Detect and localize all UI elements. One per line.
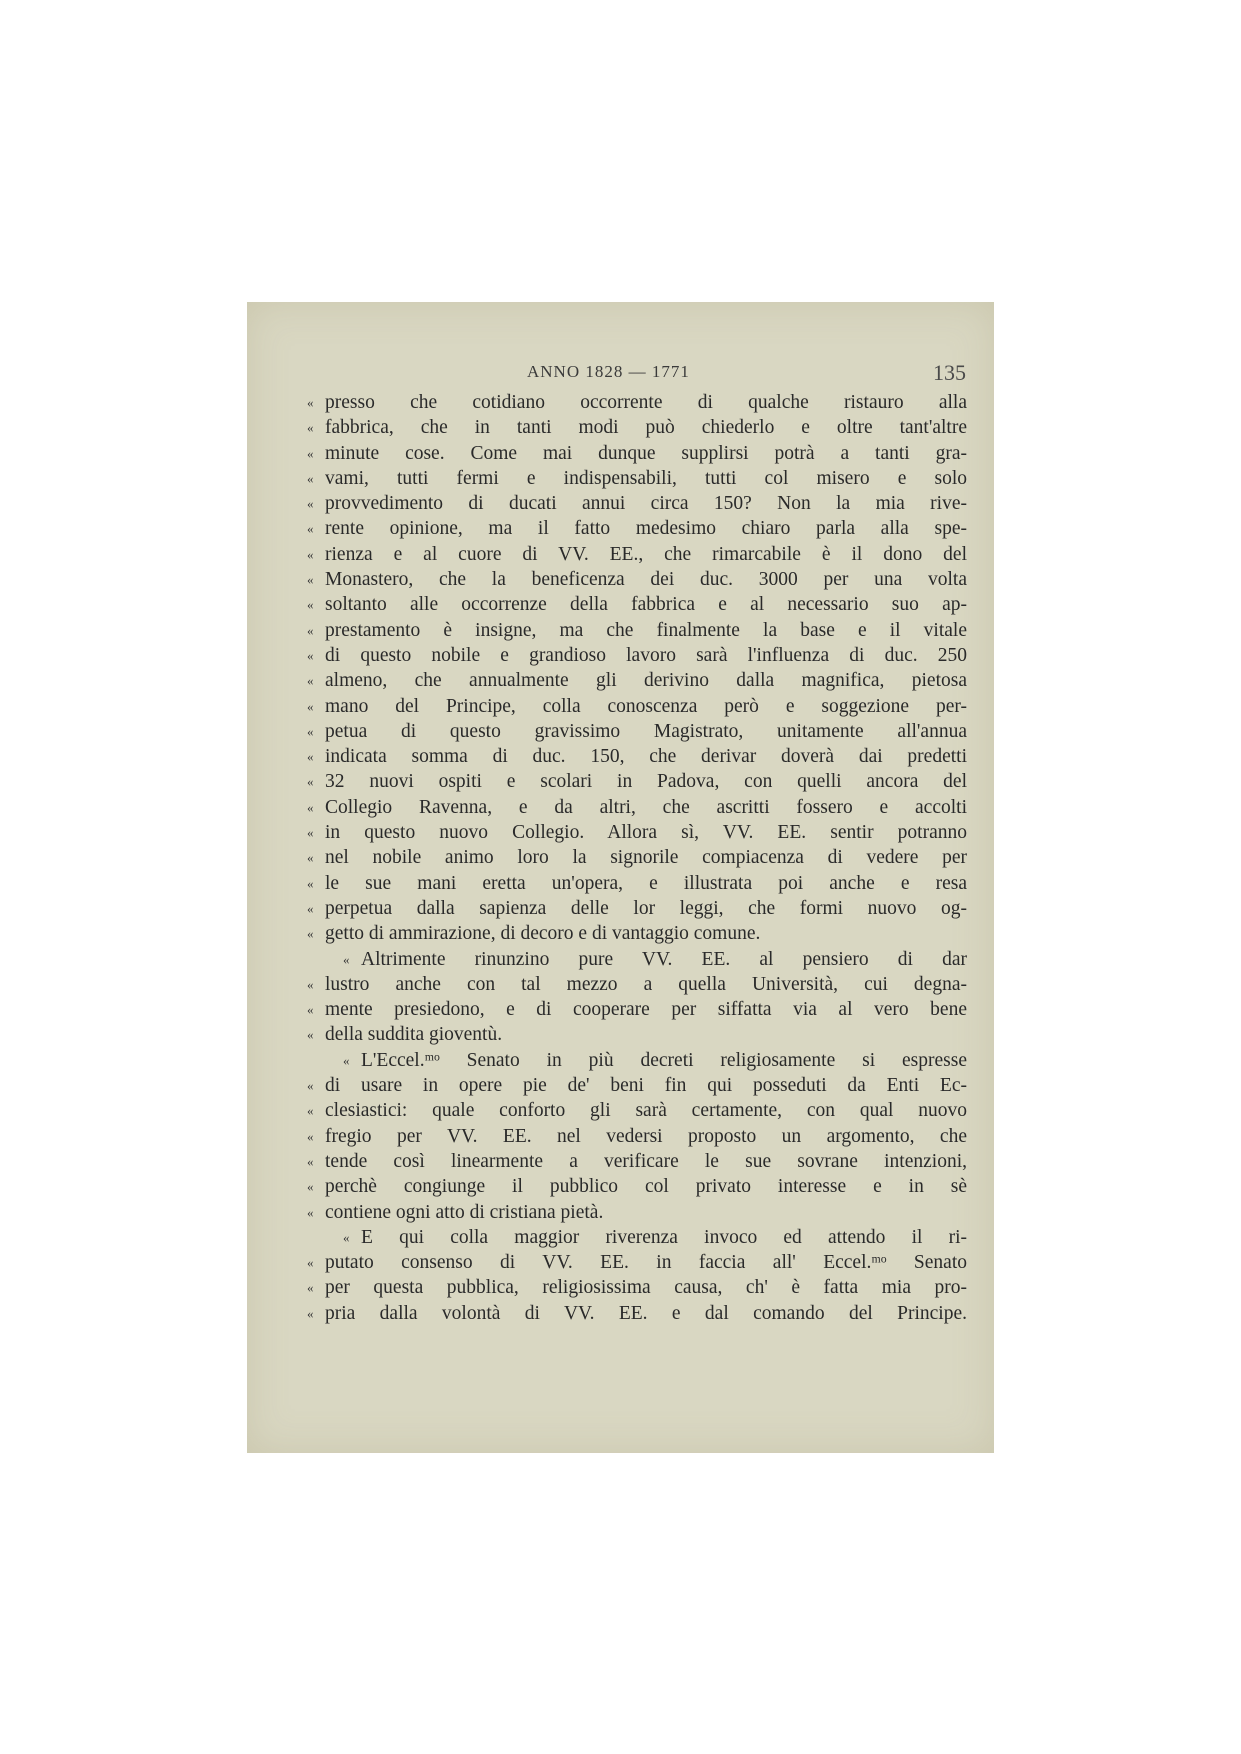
- body-text: [307, 390, 967, 1326]
- quote-mark: «: [307, 572, 314, 588]
- quote-mark: «: [307, 395, 314, 410]
- quote-mark: «: [307, 521, 314, 537]
- quote-mark: «: [307, 900, 314, 916]
- text-line: [307, 947, 967, 972]
- quote-mark: «: [307, 875, 314, 891]
- quote-mark: «: [307, 1002, 314, 1018]
- quote-mark: «: [307, 1255, 314, 1271]
- text-line: [307, 1073, 967, 1098]
- quote-mark: «: [343, 951, 350, 967]
- line-text: 32 nuovi ospiti e scolari in Padova, con quelli ancora del: [325, 771, 967, 793]
- text-line: [307, 1149, 967, 1174]
- quote-mark: «: [307, 1153, 314, 1169]
- line-text: vami, tutti fermi e indispensabili, tutti col misero e solo: [325, 467, 967, 489]
- text-line: [307, 1275, 967, 1300]
- quote-mark: «: [307, 496, 314, 512]
- line-text: getto di ammirazione, di decoro e di vantaggio comune.: [325, 923, 761, 945]
- line-text: clesiastici: quale conforto gli sarà certamente, con qual nuovo: [325, 1100, 967, 1122]
- line-text: della suddita gioventù.: [325, 1024, 503, 1046]
- text-line: [307, 516, 967, 541]
- line-text: E qui colla maggior riverenza invoco ed attendo il ri-: [361, 1226, 967, 1248]
- text-line: [307, 542, 967, 567]
- scanned-page: [247, 302, 994, 1453]
- text-line: [307, 592, 967, 617]
- text-line: [307, 997, 967, 1022]
- line-text: lustro anche con tal mezzo a quella Università, cui degna-: [325, 973, 967, 995]
- text-line: [307, 466, 967, 491]
- text-line: [307, 618, 967, 643]
- text-line: [307, 415, 967, 440]
- line-text: pria dalla volontà di VV. EE. e dal comando del Principe.: [325, 1302, 967, 1324]
- text-line: [307, 1022, 967, 1047]
- line-text: provvedimento di ducati annui circa 150? Non la mia rive-: [325, 493, 967, 515]
- line-text: L'Eccel.ᵐᵒ Senato in più decreti religiosamente si espresse: [361, 1049, 967, 1071]
- text-line: [307, 1048, 967, 1073]
- text-line: [307, 845, 967, 870]
- quote-mark: «: [307, 470, 314, 486]
- text-line: [307, 719, 967, 744]
- line-text: putato consenso di VV. EE. in faccia all' Eccel.ᵐᵒ Senato: [325, 1252, 967, 1274]
- quote-mark: «: [307, 749, 314, 765]
- line-text: fabbrica, che in tanti modi può chiederlo e oltre tant'altre: [325, 417, 967, 439]
- line-text: di questo nobile e grandioso lavoro sarà l'influenza di duc. 250: [325, 644, 967, 666]
- line-text: contiene ogni atto di cristiana pietà.: [325, 1201, 604, 1223]
- line-text: petua di questo gravissimo Magistrato, unitamente all'annua: [325, 720, 967, 742]
- quote-mark: «: [307, 546, 314, 562]
- text-line: [307, 567, 967, 592]
- quote-mark: «: [307, 1204, 314, 1220]
- line-text: almeno, che annualmente gli derivino dalla magnifica, pietosa: [325, 670, 967, 692]
- line-text: nel nobile animo loro la signorile compiacenza di vedere per: [325, 847, 967, 869]
- text-line: [307, 972, 967, 997]
- quote-mark: «: [307, 622, 314, 638]
- quote-mark: «: [307, 1128, 314, 1144]
- text-line: [307, 1301, 967, 1326]
- text-line: [307, 896, 967, 921]
- quote-mark: «: [307, 976, 314, 992]
- text-line: [307, 820, 967, 845]
- line-text: di usare in opere pie de' beni fin qui posseduti da Enti Ec-: [325, 1075, 967, 1097]
- text-line: [307, 744, 967, 769]
- text-line: [307, 871, 967, 896]
- quote-mark: «: [307, 1078, 314, 1094]
- line-text: rente opinione, ma il fatto medesimo chiaro parla alla spe-: [325, 518, 967, 540]
- quote-mark: «: [307, 926, 314, 942]
- text-line: [307, 769, 967, 794]
- quote-mark: «: [343, 1229, 350, 1245]
- quote-mark: «: [307, 1027, 314, 1043]
- quote-mark: «: [307, 723, 314, 739]
- line-text: minute cose. Come mai dunque supplirsi potrà a tanti gra-: [325, 442, 967, 464]
- quote-mark: «: [343, 1052, 350, 1068]
- line-text: per questa pubblica, religiosissima causa, ch' è fatta mia pro-: [325, 1277, 967, 1299]
- line-text: Altrimente rinunzino pure VV. EE. al pensiero di dar: [361, 948, 967, 970]
- line-text: tende così linearmente a verificare le sue sovrane intenzioni,: [325, 1150, 967, 1172]
- running-head: [247, 360, 994, 390]
- line-text: prestamento è insigne, ma che finalmente la base e il vitale: [325, 619, 967, 641]
- text-line: [307, 668, 967, 693]
- text-line: [307, 795, 967, 820]
- text-line: [307, 1250, 967, 1275]
- line-text: fregio per VV. EE. nel vedersi proposto un argomento, che: [325, 1125, 967, 1147]
- line-text: perchè congiunge il pubblico col privato interesse e in sè: [325, 1176, 967, 1198]
- quote-mark: «: [307, 1305, 314, 1321]
- quote-mark: «: [307, 850, 314, 866]
- line-text: Collegio Ravenna, e da altri, che ascritti fossero e accolti: [325, 796, 967, 818]
- text-line: [307, 694, 967, 719]
- quote-mark: «: [307, 774, 314, 790]
- text-line: [307, 921, 967, 946]
- line-text: indicata somma di duc. 150, che derivar doverà dai predetti: [325, 746, 967, 768]
- quote-mark: «: [307, 597, 314, 613]
- text-line: [307, 1200, 967, 1225]
- page-number: 135: [933, 360, 966, 385]
- quote-mark: «: [307, 673, 314, 689]
- quote-mark: «: [307, 825, 314, 841]
- text-line: [307, 1124, 967, 1149]
- quote-mark: «: [307, 1103, 314, 1119]
- line-text: rienza e al cuore di VV. EE., che rimarcabile è il dono del: [325, 543, 967, 565]
- quote-mark: «: [307, 1280, 314, 1296]
- text-line: [307, 1098, 967, 1123]
- line-text: mano del Principe, colla conoscenza però e soggezione per-: [325, 695, 967, 717]
- line-text: perpetua dalla sapienza delle lor leggi, che formi nuovo og-: [325, 897, 967, 919]
- quote-mark: «: [307, 1179, 314, 1195]
- line-text: soltanto alle occorrenze della fabbrica e al necessario suo ap-: [325, 594, 967, 616]
- line-text: presso che cotidiano occorrente di qualche ristauro alla: [325, 392, 967, 413]
- text-line: [307, 441, 967, 466]
- text-line: [307, 491, 967, 516]
- running-head-title: ANNO 1828 — 1771: [527, 362, 690, 381]
- quote-mark: «: [307, 647, 314, 663]
- line-text: in questo nuovo Collegio. Allora sì, VV. EE. sentir potranno: [325, 822, 967, 844]
- text-line: [307, 1225, 967, 1250]
- line-text: mente presiedono, e di cooperare per siffatta via al vero bene: [325, 999, 967, 1021]
- text-line: [307, 643, 967, 668]
- line-text: Monastero, che la beneficenza dei duc. 3000 per una volta: [325, 569, 967, 591]
- line-text: le sue mani eretta un'opera, e illustrata poi anche e resa: [325, 872, 967, 894]
- quote-mark: «: [307, 420, 314, 436]
- text-line: [307, 1174, 967, 1199]
- quote-mark: «: [307, 698, 314, 714]
- text-line: [307, 390, 967, 415]
- quote-mark: «: [307, 445, 314, 461]
- quote-mark: «: [307, 799, 314, 815]
